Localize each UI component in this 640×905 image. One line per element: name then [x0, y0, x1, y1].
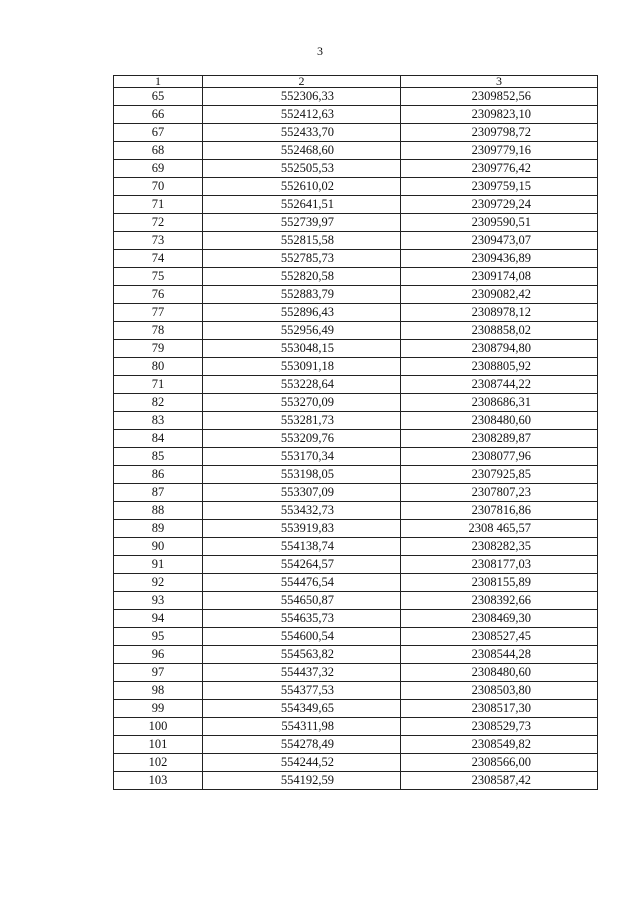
y-coordinate-cell: 2308480,60 — [401, 412, 598, 430]
x-coordinate-cell: 554437,32 — [203, 664, 401, 682]
coordinates-table — [113, 75, 598, 790]
y-coordinate-cell: 2309473,07 — [401, 232, 598, 250]
point-number-cell: 102 — [114, 754, 203, 772]
point-number-cell: 67 — [114, 124, 203, 142]
table-row — [114, 556, 598, 574]
x-coordinate-cell: 553198,05 — [203, 466, 401, 484]
table-row — [114, 628, 598, 646]
x-coordinate-cell: 554264,57 — [203, 556, 401, 574]
x-coordinate-cell: 554650,87 — [203, 592, 401, 610]
y-coordinate-cell: 2308566,00 — [401, 754, 598, 772]
header-row — [114, 76, 598, 88]
point-number-cell: 71 — [114, 196, 203, 214]
table-row — [114, 718, 598, 736]
table-row — [114, 736, 598, 754]
x-coordinate-cell: 553091,18 — [203, 358, 401, 376]
x-coordinate-cell: 553307,09 — [203, 484, 401, 502]
table-row — [114, 646, 598, 664]
y-coordinate-cell: 2308503,80 — [401, 682, 598, 700]
point-number-cell: 93 — [114, 592, 203, 610]
point-number-cell: 69 — [114, 160, 203, 178]
x-coordinate-cell: 554349,65 — [203, 700, 401, 718]
point-number-cell: 70 — [114, 178, 203, 196]
x-coordinate-cell: 554278,49 — [203, 736, 401, 754]
table-row — [114, 610, 598, 628]
x-coordinate-cell: 553048,15 — [203, 340, 401, 358]
table-row — [114, 214, 598, 232]
x-coordinate-cell: 552820,58 — [203, 268, 401, 286]
table-body — [114, 88, 598, 790]
table-row — [114, 142, 598, 160]
y-coordinate-cell: 2309436,89 — [401, 250, 598, 268]
column-header-2: 2 — [203, 76, 401, 88]
point-number-cell: 89 — [114, 520, 203, 538]
x-coordinate-cell: 552641,51 — [203, 196, 401, 214]
x-coordinate-cell: 554192,59 — [203, 772, 401, 790]
point-number-cell: 66 — [114, 106, 203, 124]
y-coordinate-cell: 2309823,10 — [401, 106, 598, 124]
x-coordinate-cell: 552896,43 — [203, 304, 401, 322]
x-coordinate-cell: 554476,54 — [203, 574, 401, 592]
y-coordinate-cell: 2307816,86 — [401, 502, 598, 520]
table-row — [114, 664, 598, 682]
x-coordinate-cell: 554563,82 — [203, 646, 401, 664]
table-row — [114, 430, 598, 448]
y-coordinate-cell: 2308177,03 — [401, 556, 598, 574]
x-coordinate-cell: 554635,73 — [203, 610, 401, 628]
point-number-cell: 85 — [114, 448, 203, 466]
y-coordinate-cell: 2309759,15 — [401, 178, 598, 196]
y-coordinate-cell: 2308282,35 — [401, 538, 598, 556]
x-coordinate-cell: 552739,97 — [203, 214, 401, 232]
y-coordinate-cell: 2308155,89 — [401, 574, 598, 592]
table-row — [114, 466, 598, 484]
table-row — [114, 538, 598, 556]
table-row — [114, 412, 598, 430]
y-coordinate-cell: 2308077,96 — [401, 448, 598, 466]
x-coordinate-cell: 552468,60 — [203, 142, 401, 160]
point-number-cell: 94 — [114, 610, 203, 628]
y-coordinate-cell: 2308544,28 — [401, 646, 598, 664]
y-coordinate-cell: 2308805,92 — [401, 358, 598, 376]
column-header-1: 1 — [114, 76, 203, 88]
point-number-cell: 84 — [114, 430, 203, 448]
point-number-cell: 68 — [114, 142, 203, 160]
table-row — [114, 106, 598, 124]
x-coordinate-cell: 554377,53 — [203, 682, 401, 700]
point-number-cell: 65 — [114, 88, 203, 106]
table-row — [114, 196, 598, 214]
y-coordinate-cell: 2309776,42 — [401, 160, 598, 178]
point-number-cell: 72 — [114, 214, 203, 232]
x-coordinate-cell: 553281,73 — [203, 412, 401, 430]
table-row — [114, 160, 598, 178]
point-number-cell: 90 — [114, 538, 203, 556]
x-coordinate-cell: 554311,98 — [203, 718, 401, 736]
point-number-cell: 78 — [114, 322, 203, 340]
x-coordinate-cell: 553919,83 — [203, 520, 401, 538]
table-row — [114, 250, 598, 268]
table-row — [114, 88, 598, 106]
x-coordinate-cell: 554138,74 — [203, 538, 401, 556]
point-number-cell: 95 — [114, 628, 203, 646]
y-coordinate-cell: 2308978,12 — [401, 304, 598, 322]
point-number-cell: 99 — [114, 700, 203, 718]
x-coordinate-cell: 552956,49 — [203, 322, 401, 340]
x-coordinate-cell: 554600,54 — [203, 628, 401, 646]
y-coordinate-cell: 2308527,45 — [401, 628, 598, 646]
table-row — [114, 754, 598, 772]
table-row — [114, 484, 598, 502]
y-coordinate-cell: 2308392,66 — [401, 592, 598, 610]
table-row — [114, 358, 598, 376]
y-coordinate-cell: 2308794,80 — [401, 340, 598, 358]
table-row — [114, 376, 598, 394]
y-coordinate-cell: 2309590,51 — [401, 214, 598, 232]
y-coordinate-cell: 2309174,08 — [401, 268, 598, 286]
y-coordinate-cell: 2308529,73 — [401, 718, 598, 736]
table-row — [114, 232, 598, 250]
column-header-3: 3 — [401, 76, 598, 88]
point-number-cell: 91 — [114, 556, 203, 574]
point-number-cell: 88 — [114, 502, 203, 520]
point-number-cell: 80 — [114, 358, 203, 376]
table-row — [114, 268, 598, 286]
point-number-cell: 101 — [114, 736, 203, 754]
table-row — [114, 700, 598, 718]
y-coordinate-cell: 2309082,42 — [401, 286, 598, 304]
y-coordinate-cell: 2309779,16 — [401, 142, 598, 160]
table-row — [114, 394, 598, 412]
y-coordinate-cell: 2308744,22 — [401, 376, 598, 394]
y-coordinate-cell: 2309852,56 — [401, 88, 598, 106]
x-coordinate-cell: 553170,34 — [203, 448, 401, 466]
page-number: 3 — [317, 44, 323, 58]
y-coordinate-cell: 2308480,60 — [401, 664, 598, 682]
table-row — [114, 304, 598, 322]
x-coordinate-cell: 553209,76 — [203, 430, 401, 448]
table-row — [114, 502, 598, 520]
y-coordinate-cell: 2308517,30 — [401, 700, 598, 718]
table-row — [114, 592, 598, 610]
y-coordinate-cell: 2307925,85 — [401, 466, 598, 484]
y-coordinate-cell: 2307807,23 — [401, 484, 598, 502]
table-row — [114, 682, 598, 700]
x-coordinate-cell: 552306,33 — [203, 88, 401, 106]
y-coordinate-cell: 2308549,82 — [401, 736, 598, 754]
point-number-cell: 97 — [114, 664, 203, 682]
point-number-cell: 83 — [114, 412, 203, 430]
point-number-cell: 98 — [114, 682, 203, 700]
x-coordinate-cell: 553432,73 — [203, 502, 401, 520]
point-number-cell: 100 — [114, 718, 203, 736]
table-row — [114, 448, 598, 466]
x-coordinate-cell: 552412,63 — [203, 106, 401, 124]
table-row — [114, 322, 598, 340]
table-header — [114, 76, 598, 88]
point-number-cell: 87 — [114, 484, 203, 502]
point-number-cell: 75 — [114, 268, 203, 286]
y-coordinate-cell: 2308469,30 — [401, 610, 598, 628]
y-coordinate-cell: 2308 465,57 — [401, 520, 598, 538]
point-number-cell: 79 — [114, 340, 203, 358]
y-coordinate-cell: 2308686,31 — [401, 394, 598, 412]
x-coordinate-cell: 552610,02 — [203, 178, 401, 196]
table-row — [114, 178, 598, 196]
point-number-cell: 103 — [114, 772, 203, 790]
y-coordinate-cell: 2308858,02 — [401, 322, 598, 340]
x-coordinate-cell: 553228,64 — [203, 376, 401, 394]
table-row — [114, 520, 598, 538]
table-row — [114, 574, 598, 592]
point-number-cell: 73 — [114, 232, 203, 250]
point-number-cell: 77 — [114, 304, 203, 322]
table-row — [114, 124, 598, 142]
x-coordinate-cell: 552815,58 — [203, 232, 401, 250]
point-number-cell: 74 — [114, 250, 203, 268]
x-coordinate-cell: 554244,52 — [203, 754, 401, 772]
point-number-cell: 92 — [114, 574, 203, 592]
x-coordinate-cell: 552785,73 — [203, 250, 401, 268]
y-coordinate-cell: 2309729,24 — [401, 196, 598, 214]
table-row — [114, 340, 598, 358]
x-coordinate-cell: 552883,79 — [203, 286, 401, 304]
point-number-cell: 96 — [114, 646, 203, 664]
table-row — [114, 286, 598, 304]
table-row — [114, 772, 598, 790]
y-coordinate-cell: 2308289,87 — [401, 430, 598, 448]
point-number-cell: 86 — [114, 466, 203, 484]
point-number-cell: 76 — [114, 286, 203, 304]
x-coordinate-cell: 552433,70 — [203, 124, 401, 142]
y-coordinate-cell: 2309798,72 — [401, 124, 598, 142]
point-number-cell: 82 — [114, 394, 203, 412]
x-coordinate-cell: 553270,09 — [203, 394, 401, 412]
point-number-cell: 71 — [114, 376, 203, 394]
x-coordinate-cell: 552505,53 — [203, 160, 401, 178]
y-coordinate-cell: 2308587,42 — [401, 772, 598, 790]
